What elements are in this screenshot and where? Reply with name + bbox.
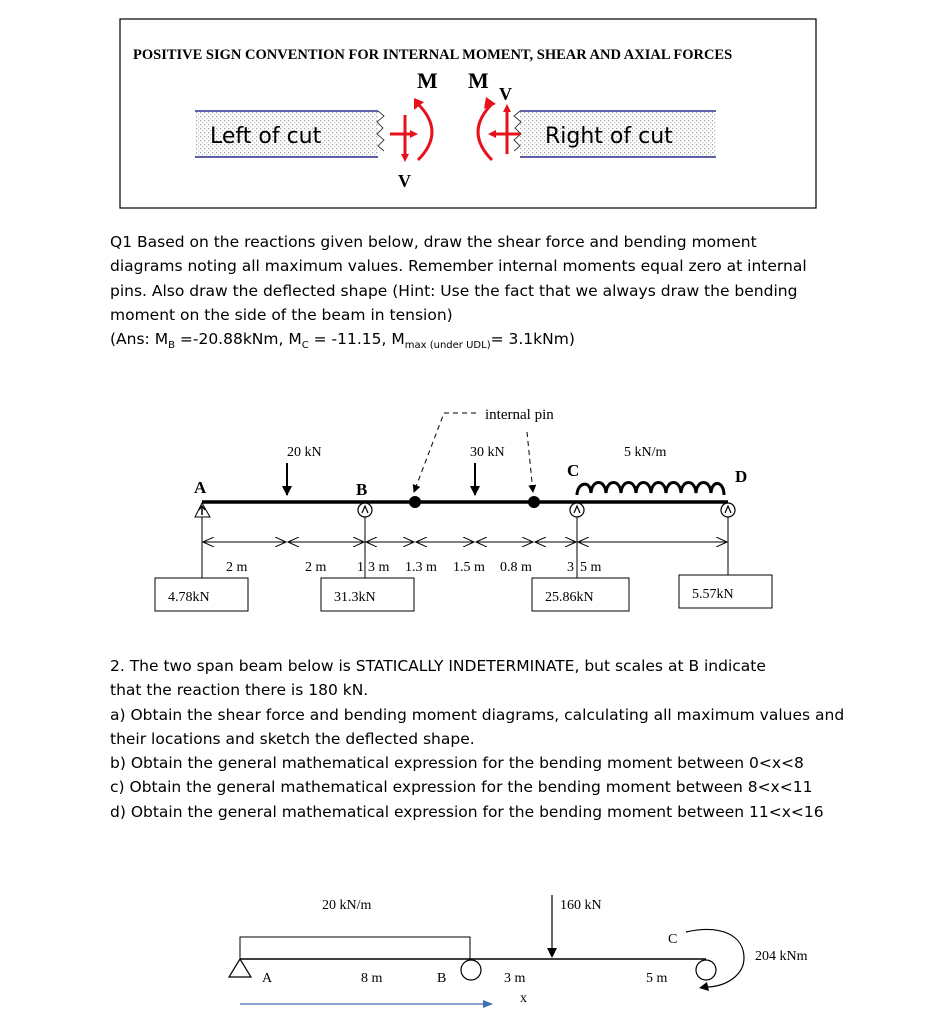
shear-label-top: V [499, 84, 512, 104]
q2-line: that the reaction there is 180 kN. [110, 681, 369, 700]
moment-label-left: M [417, 68, 438, 93]
support-b [461, 960, 481, 980]
dimension-label: 5 m [646, 971, 668, 986]
dimension-label: 2 m [226, 560, 248, 575]
q1-line: moment on the side of the beam in tension) [110, 305, 453, 324]
dimension-label: 1.3 m [405, 560, 437, 575]
dimension-label: 5 m [580, 560, 602, 575]
dimension-label: 8 m [361, 971, 383, 986]
load-label-udl: 5 kN/m [624, 445, 667, 460]
udl-label: 20 kN/m [322, 898, 372, 913]
internal-pin-leader-left [414, 413, 476, 492]
reaction-value-b: 31.3kN [334, 590, 376, 605]
right-moment-arrow [478, 104, 492, 160]
internal-pin-2 [528, 496, 540, 508]
dimension-label: 2 m [305, 560, 327, 575]
point-load-label: 160 kN [560, 898, 602, 913]
left-cut-edge [377, 111, 384, 151]
internal-pin-label: internal pin [485, 407, 554, 423]
shear-label-bottom: V [398, 171, 411, 191]
point-label-a: A [262, 971, 273, 986]
sign-convention-title: POSITIVE SIGN CONVENTION FOR INTERNAL MOMENT, SHEAR AND AXIAL FORCES [133, 47, 733, 63]
question-2-text [110, 654, 844, 824]
support-a [229, 959, 251, 977]
left-moment-arrow [418, 104, 432, 160]
q2-line: c) Obtain the general mathematical expression for the bending moment between 8<x<11 [110, 778, 813, 797]
question-1-text [110, 230, 807, 359]
q1-answer: (Ans: $M_B =-20.88kNm$, $M_C = -11.15$, $M_{max (under UDL)}= 3.1kNm$) [110, 330, 575, 352]
dimension-label: 3 m [504, 971, 526, 986]
q2-line: a) Obtain the shear force and bending moment diagrams, calculating all maximum values and [110, 705, 845, 724]
moment-label-right: M [468, 68, 489, 93]
dimension-label: 1 [357, 560, 364, 575]
internal-pin-leader-right [527, 432, 533, 492]
reaction-value-c: 25.86kN [545, 590, 594, 605]
udl-coils [577, 483, 724, 496]
q2-line: their locations and sketch the deflected shape. [110, 729, 475, 748]
point-label-c: C [567, 461, 580, 480]
udl-block [240, 937, 470, 959]
beam-2-figure [0, 874, 936, 1024]
q1-line: pins. Also draw the deflected shape (Hint: Use the fact that we always draw the bending [110, 281, 798, 300]
q1-line: Q1 Based on the reactions given below, draw the shear force and bending moment [110, 233, 757, 251]
point-label-a: A [194, 478, 207, 497]
point-label-b: B [356, 480, 368, 499]
dimension-label: 3 m [368, 560, 390, 575]
moment-label: 204 kNm [755, 949, 808, 964]
q1-line: diagrams noting all maximum values. Remember internal moments equal zero at internal [110, 257, 807, 276]
point-label-d: D [735, 467, 748, 486]
point-label-c: C [668, 932, 678, 947]
dimension-label: 0.8 m [500, 560, 532, 575]
beam-1-figure [0, 395, 936, 635]
sign-convention-figure [0, 0, 936, 215]
reaction-value-d: 5.57kN [692, 587, 734, 602]
right-cut-edge [514, 111, 521, 151]
x-axis-label: x [520, 991, 527, 1006]
left-of-cut-label: Left of cut [210, 124, 322, 149]
internal-pin-1 [409, 496, 421, 508]
q2-line: b) Obtain the general mathematical expression for the bending moment between 0<x<8 [110, 754, 804, 773]
dimension-label: 1.5 m [453, 560, 485, 575]
load-label-20kn: 20 kN [287, 445, 322, 460]
load-label-30kn: 30 kN [470, 445, 505, 460]
q2-line: 2. The two span beam below is STATICALLY INDETERMINATE, but scales at B indicate [110, 657, 766, 675]
support-c [696, 960, 716, 980]
reaction-value-a: 4.78kN [168, 590, 210, 605]
point-label-b: B [437, 971, 447, 986]
dimension-label: 3 [567, 560, 574, 575]
right-of-cut-label: Right of cut [545, 124, 673, 149]
q2-line: d) Obtain the general mathematical expression for the bending moment between 11<x<16 [110, 802, 824, 821]
